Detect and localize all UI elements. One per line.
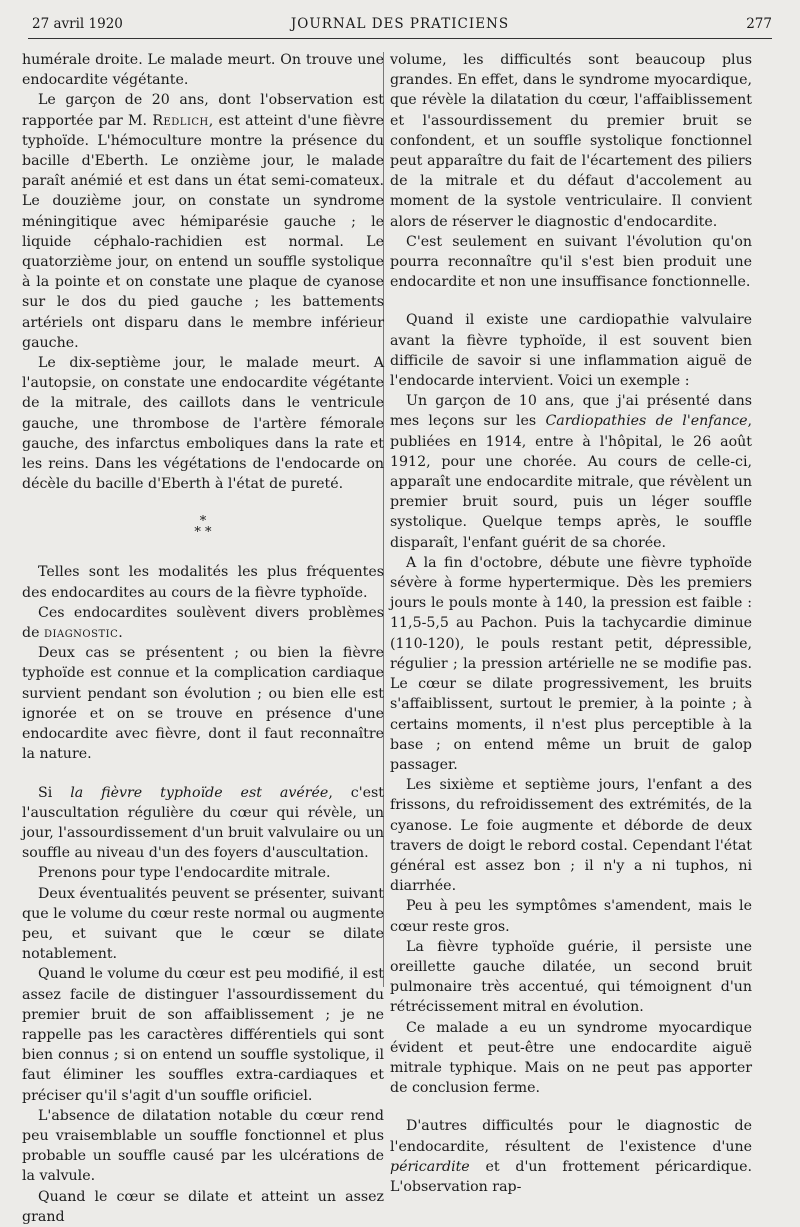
asterism-separator: * * * [194, 514, 212, 541]
section-keyword: diagnostic. [44, 625, 124, 642]
header-date: 27 avril 1920 [32, 16, 123, 32]
text-run: et d'un frottement péricardique. L'observation rap- [390, 1158, 752, 1195]
text-run: , publiées en 1914, entre à l'hôpital, le 26 août 1912, pour une chorée. Au cours de celle-ci, apparaît une endocardite mitrale, que révèlent un premier bruit sourd, puis un léger souffle systolique. Quelque temps après, le souffle disparaît, l'enfant guérit de sa chorée. [390, 413, 752, 551]
paragraph [22, 90, 384, 353]
text-run: Un garçon de 10 ans, que j'ai présenté dans mes leçons sur les [390, 393, 752, 430]
paragraph: La fièvre typhoïde guérie, il persiste une oreillette gauche dilatée, un second bruit pulmonaire très accentué, qui témoignent d'un rétrécissement mitral en évolution. [390, 938, 752, 1016]
paragraph: A la fin d'octobre, débute une fièvre typhoïde sévère à forme hypertermique. Dès les premiers jours le pouls monte à 140, la pression est faible : 11,5-5,5 au Pachon. Puis la tachycardie diminue (110-120), le pouls restant petit, dépressible, régulier ; la pression artérielle ne se modifie pas. Le cœur se dilate progressivement, les bruits s'affaiblissent, surtout le premier, à la pointe ; à certains moments, il n'est plus perceptible à la base ; on entend même un bruit de galop passager. [390, 554, 752, 773]
right-column [390, 50, 752, 1197]
paragraph: Quand le volume du cœur est peu modifié, il est assez facile de distinguer l'assourdissement du premier bruit de son affaiblissement ; je ne rappelle pas les caractères différentiels qui sont bien connus ; si on entend un souffle systolique, il faut éliminer les souffles extra-cardiaques et préciser qu'il s'agit d'un souffle orificiel. [22, 966, 384, 1104]
paragraph: Deux éventualités peuvent se présenter, suivant que le volume du cœur reste normal ou augmente peu, et suivant que le cœur se dilate notablement. [22, 885, 384, 963]
author-name: Redlich [152, 112, 209, 129]
paragraph: C'est seulement en suivant l'évolution qu'on pourra reconnaître qu'il s'est bien produit une endocardite et non une insuffisance fonctionnelle. [390, 233, 752, 291]
text-run: D'autres difficultés pour le diagnostic de l'endocardite, résultent de l'existence d'une [390, 1118, 752, 1155]
header-page-number: 277 [746, 16, 772, 32]
paragraph-gap [22, 765, 384, 783]
text-run: Si [38, 784, 71, 801]
paragraph: Prenons pour type l'endocardite mitrale. [38, 865, 331, 882]
text-run: Ces endocardites soulèvent divers problèmes de [22, 604, 384, 642]
text-run: , est atteint d'une fièvre typhoïde. L'hémoculture montre la présence du bacille d'Eberth. Le onzième jour, le malade paraît anémié et est dans un état semi-comateux. Le douzième jour, on constate un syndrome méningitique avec hémiparésie gauche ; le liquide céphalo-rachidien est normal. Le quatorzième jour, on entend un souffle systolique à la pointe et on constate une plaque de cyanose sur le dos du pied gauche ; les battements artériels ont disparu dans le membre inférieur gauche. [22, 112, 384, 351]
paragraph [390, 1116, 752, 1197]
paragraph [390, 391, 752, 553]
paragraph: Les sixième et septième jours, l'enfant a des frissons, du refroidissement des extrémités, de la cyanose. Le foie augmente et déborde de deux travers de doigt le rebord costal. Cependant l'état général est assez bon ; il n'y a ni tuphos, ni diarrhée. [390, 777, 752, 895]
left-column [22, 50, 384, 1227]
text-run: , c'est l'auscultation régulière du cœur qui révèle, un jour, l'assourdissement d'un bruit valvulaire ou un souffle au niveau d'un des foyers d'auscultation. [22, 784, 384, 862]
paragraph: Le dix-septième jour, le malade meurt. A l'autopsie, on constate une endocardite végétante de la mitrale, des caillots dans le ventricule gauche, une thrombose de l'artère fémorale gauche, des infarctus emboliques dans la rate et les reins. Dans les végétations de l'endocarde on décèle du bacille d'Eberth à l'état de pureté. [22, 355, 384, 493]
paragraph: Deux cas se présentent ; ou bien la fièvre typhoïde est connue et la complication cardiaque survient pendant son évolution ; ou bien elle est ignorée et on se trouve en présence d'une endocardite avec fièvre, dont il faut reconnaître la nature. [22, 645, 384, 763]
italic-phrase: la fièvre typhoïde est avérée [70, 784, 329, 801]
paragraph [22, 603, 384, 643]
paragraph-gap [390, 1098, 752, 1116]
paragraph: humérale droite. Le malade meurt. On trouve une endocardite végétante. [22, 52, 384, 89]
header-journal-title: JOURNAL DES PRATICIENS [290, 16, 510, 32]
paragraph: Peu à peu les symptômes s'amendent, mais le cœur reste gros. [390, 898, 752, 935]
paragraph [22, 783, 384, 864]
book-title: Cardiopathies de l'enfance [545, 413, 748, 430]
text-run: Le garçon de 20 ans, dont l'observation est rapportée par M. [22, 92, 384, 129]
paragraph: volume, les difficultés sont beaucoup plus grandes. En effet, dans le syndrome myocardique, que révèle la dilatation du cœur, l'affaiblissement et l'assourdissement du premier bruit se confondent, et un souffle systolique fonctionnel peut apparaître du fait de l'écartement des piliers de la mitrale et du défaut d'accolement au moment de la systole ventriculaire. Il convient alors de réserver le diagnostic d'endocardite. [390, 52, 752, 230]
paragraph: L'absence de dilatation notable du cœur rend peu vraisemblable un souffle fonctionnel et plus probable un souffle causé par les ulcérations de la valvule. [22, 1107, 384, 1185]
paragraph-gap [390, 292, 752, 310]
running-header [28, 16, 772, 39]
paragraph: Quand il existe une cardiopathie valvulaire avant la fièvre typhoïde, il est souvent bien difficile de savoir si une inflammation aiguë de l'endocarde intervient. Voici un exemple : [390, 312, 752, 390]
paragraph: Quand le cœur se dilate et atteint un assez grand [22, 1188, 384, 1225]
paragraph: Telles sont les modalités les plus fréquentes des endocardites au cours de la fièvre typhoïde. [22, 564, 384, 601]
italic-term: péricardite [390, 1158, 470, 1175]
paragraph: Ce malade a eu un syndrome myocardique évident et peut-être une endocardite aiguë mitrale typhique. Mais on ne peut pas apporter de conclusion ferme. [390, 1019, 752, 1097]
